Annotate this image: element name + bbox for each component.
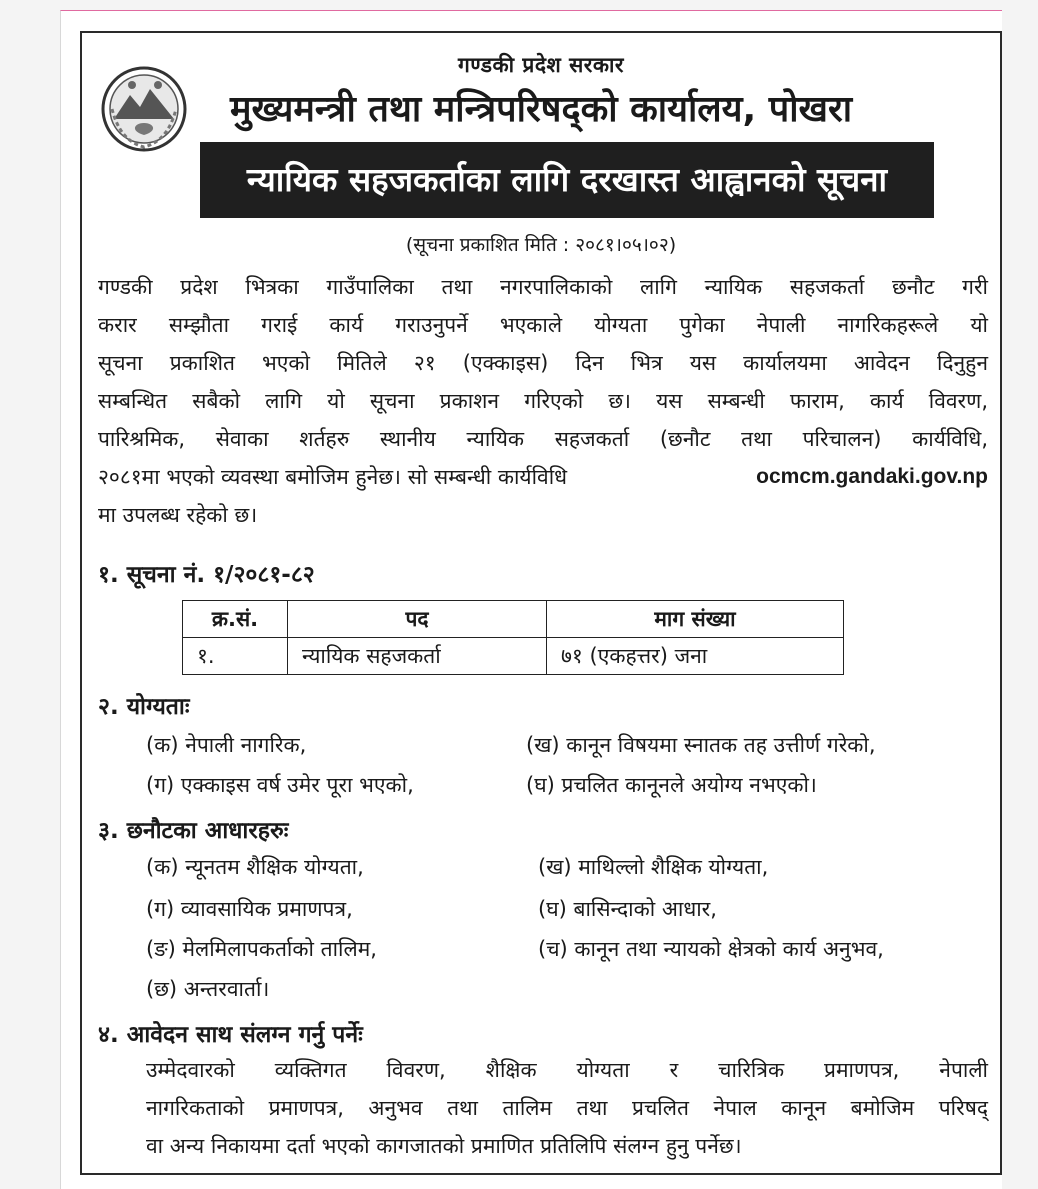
intro-line: पारिश्रमिक, सेवाका शर्तहरु स्थानीय न्यायिक सहजकर्ता (छनौट तथा परिचालन) कार्यविधि,: [98, 427, 988, 451]
col-header-demand: माग संख्या: [547, 601, 844, 638]
attachments-paragraph: [146, 1051, 988, 1165]
selection-basis-item: (छ) अन्तरवार्ता।: [146, 977, 270, 1001]
col-header-sn: क्र.सं.: [183, 601, 288, 638]
col-header-post: पद: [288, 601, 547, 638]
cell-sn: १.: [183, 638, 288, 675]
intro-line: गण्डकी प्रदेश भित्रका गाउँपालिका तथा नगरपालिकाको लागि न्यायिक सहजकर्ता छनौट गरी: [98, 275, 988, 299]
selection-basis-item: (घ) बासिन्दाको आधार,: [538, 897, 717, 921]
attachments-line: वा अन्य निकायमा दर्ता भएको कागजातको प्रमाणित प्रतिलिपि संलग्न हुनु पर्नेछ।: [146, 1134, 742, 1158]
qualification-item: (घ) प्रचलित कानूनले अयोग्य नभएको।: [526, 773, 817, 797]
notice-title-banner: न्यायिक सहजकर्ताका लागि दरखास्त आह्वानको सूचना: [200, 142, 934, 218]
published-date: (सूचना प्रकाशित मिति : २०८१।०५।०२): [405, 234, 677, 256]
table-row: [183, 638, 844, 675]
intro-line: सूचना प्रकाशित भएको मितिले २१ (एक्काइस) दिन भित्र यस कार्यालयमा आवेदन दिनुहुन: [98, 351, 988, 375]
intro-paragraph: [98, 268, 988, 534]
office-name: मुख्यमन्त्री तथा मन्त्रिपरिषद्को कार्यालय, पोखरा: [229, 89, 853, 130]
intro-line: २०८१मा भएको व्यवस्था बमोजिम हुनेछ। सो सम्बन्धी कार्यविधि: [98, 465, 568, 489]
attachments-line: उम्मेदवारको व्यक्तिगत विवरण, शैक्षिक योग्यता र चारित्रिक प्रमाणपत्र, नेपाली: [146, 1058, 988, 1082]
website-link[interactable]: ocmcm.gandaki.gov.np: [756, 465, 988, 488]
intro-line: मा उपलब्ध रहेको छ।: [98, 503, 258, 527]
qualification-item: (ग) एक्काइस वर्ष उमेर पूरा भएको,: [146, 773, 414, 797]
selection-basis-item: (च) कानून तथा न्यायको क्षेत्रको कार्य अनुभव,: [538, 937, 884, 961]
selection-basis-item: (ग) व्यावसायिक प्रमाणपत्र,: [146, 897, 353, 921]
section-4-heading: ४. आवेदन साथ संलग्न गर्नु पर्नेः: [98, 1022, 363, 1048]
selection-basis-item: (क) न्यूनतम शैक्षिक योग्यता,: [146, 855, 364, 879]
attachments-line: नागरिकताको प्रमाणपत्र, अनुभव तथा तालिम तथा प्रचलित नेपाल कानून बमोजिम परिषद्: [146, 1096, 988, 1120]
section-3-heading: ३. छनौटका आधारहरुः: [98, 818, 289, 844]
qualification-item: (ख) कानून विषयमा स्नातक तह उत्तीर्ण गरेको,: [526, 733, 876, 757]
table-header-row: [183, 601, 844, 638]
section-2-heading: २. योग्यताः: [98, 694, 190, 720]
selection-basis-item: (ख) माथिल्लो शैक्षिक योग्यता,: [538, 855, 769, 879]
section-1-heading: १. सूचना नं. १/२०८१-८२: [98, 562, 315, 588]
cell-demand: ७१ (एकहत्तर) जना: [547, 638, 844, 675]
qualification-item: (क) नेपाली नागरिक,: [146, 733, 307, 757]
notice-frame: [80, 31, 1002, 1175]
intro-line: सम्बन्धित सबैको लागि यो सूचना प्रकाशन गरिएको छ। यस सम्बन्धी फाराम, कार्य विवरण,: [98, 389, 988, 413]
demand-table: [182, 600, 844, 675]
government-name: गण्डकी प्रदेश सरकार: [457, 53, 625, 77]
intro-line-with-website: [98, 458, 988, 496]
intro-line: करार सम्झौता गराई कार्य गराउनुपर्ने भएकाले योग्यता पुगेका नेपाली नागरिकहरूले यो: [98, 313, 988, 337]
cell-post: न्यायिक सहजकर्ता: [288, 638, 547, 675]
selection-basis-item: (ङ) मेलमिलापकर्ताको तालिम,: [146, 937, 377, 961]
